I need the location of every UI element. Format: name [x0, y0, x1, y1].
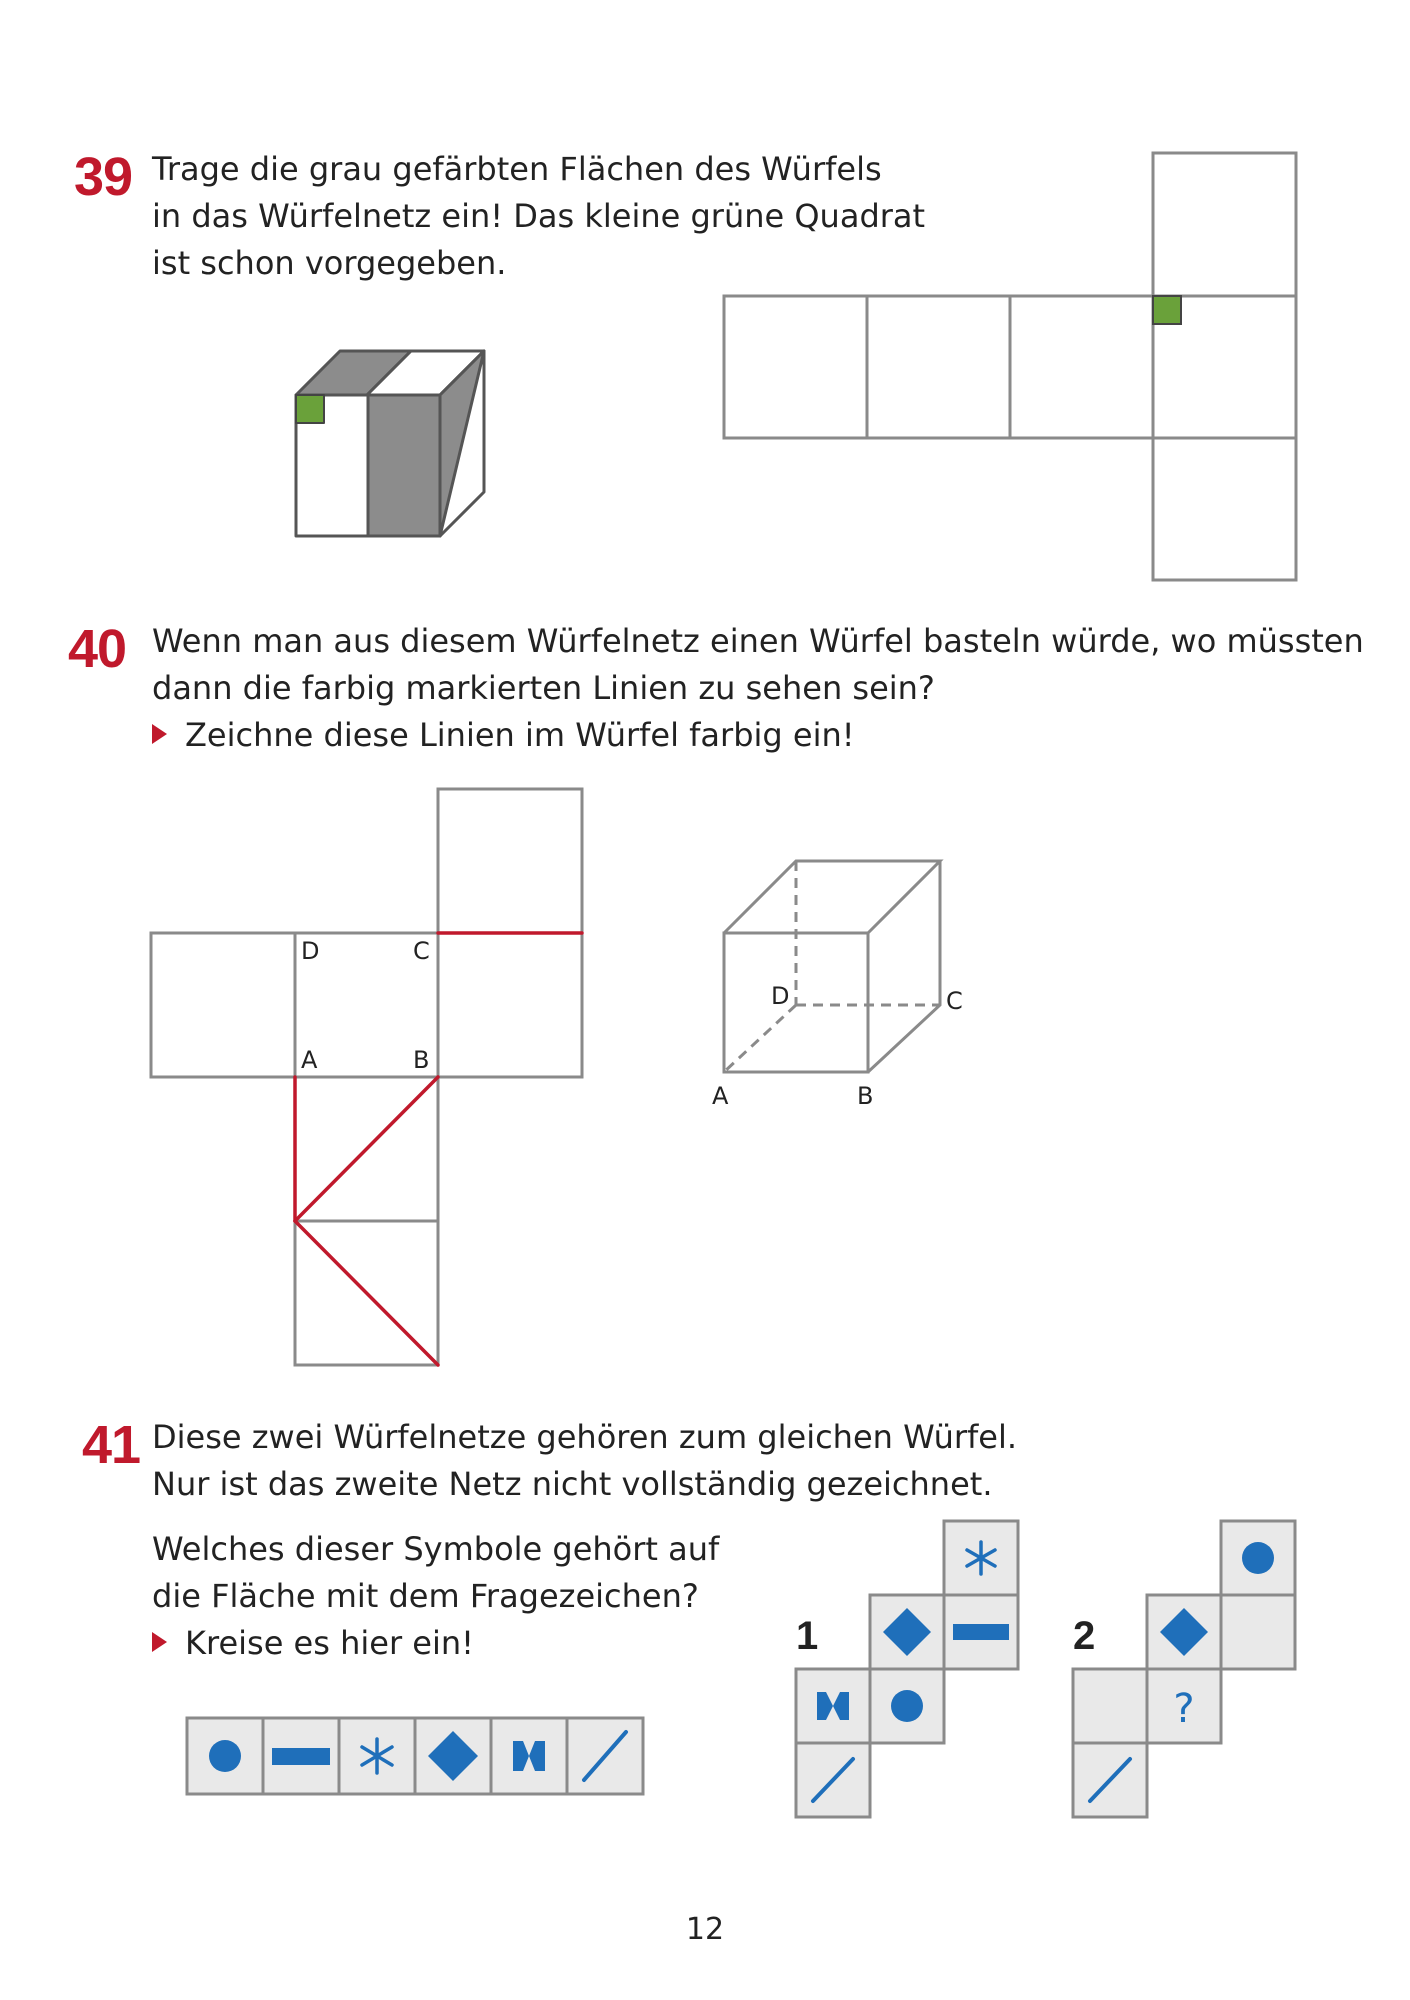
task-41-number: 41	[82, 1415, 141, 1475]
net-face-3	[1010, 296, 1153, 438]
symbol-cell-bowtie[interactable]	[491, 1718, 567, 1794]
task-39-net	[724, 153, 1296, 580]
net-label-b: B	[413, 1046, 430, 1074]
cube-top-back-edges	[724, 861, 940, 933]
page-number: 12	[685, 1912, 725, 1947]
cube-front-face-gray	[368, 395, 440, 536]
symbol-strip	[187, 1718, 643, 1794]
task-39-number: 39	[74, 147, 133, 207]
net-1-circle-icon	[891, 1690, 923, 1722]
net40-face-top	[438, 789, 582, 933]
task-40-line-1: Wenn man aus diesem Würfelnetz einen Würfel basteln würde, wo müssten	[152, 622, 1364, 660]
net-1-label: 1	[796, 1614, 819, 1658]
net-label-a: A	[301, 1046, 318, 1074]
task-40-net	[151, 789, 582, 1365]
net-2-question-mark: ?	[1173, 1686, 1195, 1732]
bar-icon	[272, 1748, 330, 1765]
task-40-cube	[724, 861, 940, 1072]
net-2-circle-icon	[1242, 1542, 1274, 1574]
net-1	[796, 1521, 1018, 1817]
task-41-question-line-1: Welches dieser Symbole gehört auf	[152, 1530, 720, 1568]
net-face-1	[724, 296, 867, 438]
task-39-line-1: Trage die grau gefärbten Flächen des Würfels	[152, 150, 882, 188]
net-face-top	[1153, 153, 1296, 296]
task-39-line-3: ist schon vorgegeben.	[152, 244, 507, 282]
net-face-bottom	[1153, 438, 1296, 580]
net-green-square	[1153, 296, 1181, 324]
cube-label-b: B	[857, 1082, 874, 1110]
task-41-question-line-2: die Fläche mit dem Fragezeichen?	[152, 1577, 699, 1615]
task-39-line-2: in das Würfelnetz ein! Das kleine grüne Quadrat	[152, 197, 926, 235]
cube-green-square	[296, 395, 324, 423]
symbol-cell-asterisk[interactable]	[339, 1718, 415, 1794]
net-face-2	[867, 296, 1010, 438]
task-41-line-2: Nur ist das zweite Netz nicht vollständig gezeichnet.	[152, 1465, 993, 1503]
symbol-cell-bar[interactable]	[263, 1718, 339, 1794]
net-label-c: C	[413, 937, 430, 965]
net-label-d: D	[301, 937, 320, 965]
net40-face-right	[438, 933, 582, 1077]
task-41-line-1: Diese zwei Würfelnetze gehören zum gleichen Würfel.	[152, 1418, 1018, 1456]
cube-label-d: D	[771, 982, 790, 1010]
task-40-line-2: dann die farbig markierten Linien zu sehen sein?	[152, 669, 935, 707]
net40-face-left	[151, 933, 295, 1077]
cube-right-edges	[868, 861, 940, 1072]
cube-label-a: A	[712, 1082, 729, 1110]
task-39-cube	[296, 351, 484, 536]
circle-icon	[209, 1740, 241, 1772]
symbol-cell-circle[interactable]	[187, 1718, 263, 1794]
symbol-cell-slash[interactable]	[567, 1718, 643, 1794]
task-40-number: 40	[68, 619, 127, 679]
net-2-label: 2	[1073, 1614, 1096, 1658]
symbol-cell-diamond[interactable]	[415, 1718, 491, 1794]
cube-label-c: C	[946, 987, 963, 1015]
task-40-instruction-text: Zeichne diese Linien im Würfel farbig ein!	[185, 716, 855, 754]
task-41-instruction-text: Kreise es hier ein!	[185, 1624, 474, 1662]
net-1-bar-icon	[953, 1624, 1009, 1640]
cube-hidden-edge-diagonal	[724, 1005, 796, 1072]
